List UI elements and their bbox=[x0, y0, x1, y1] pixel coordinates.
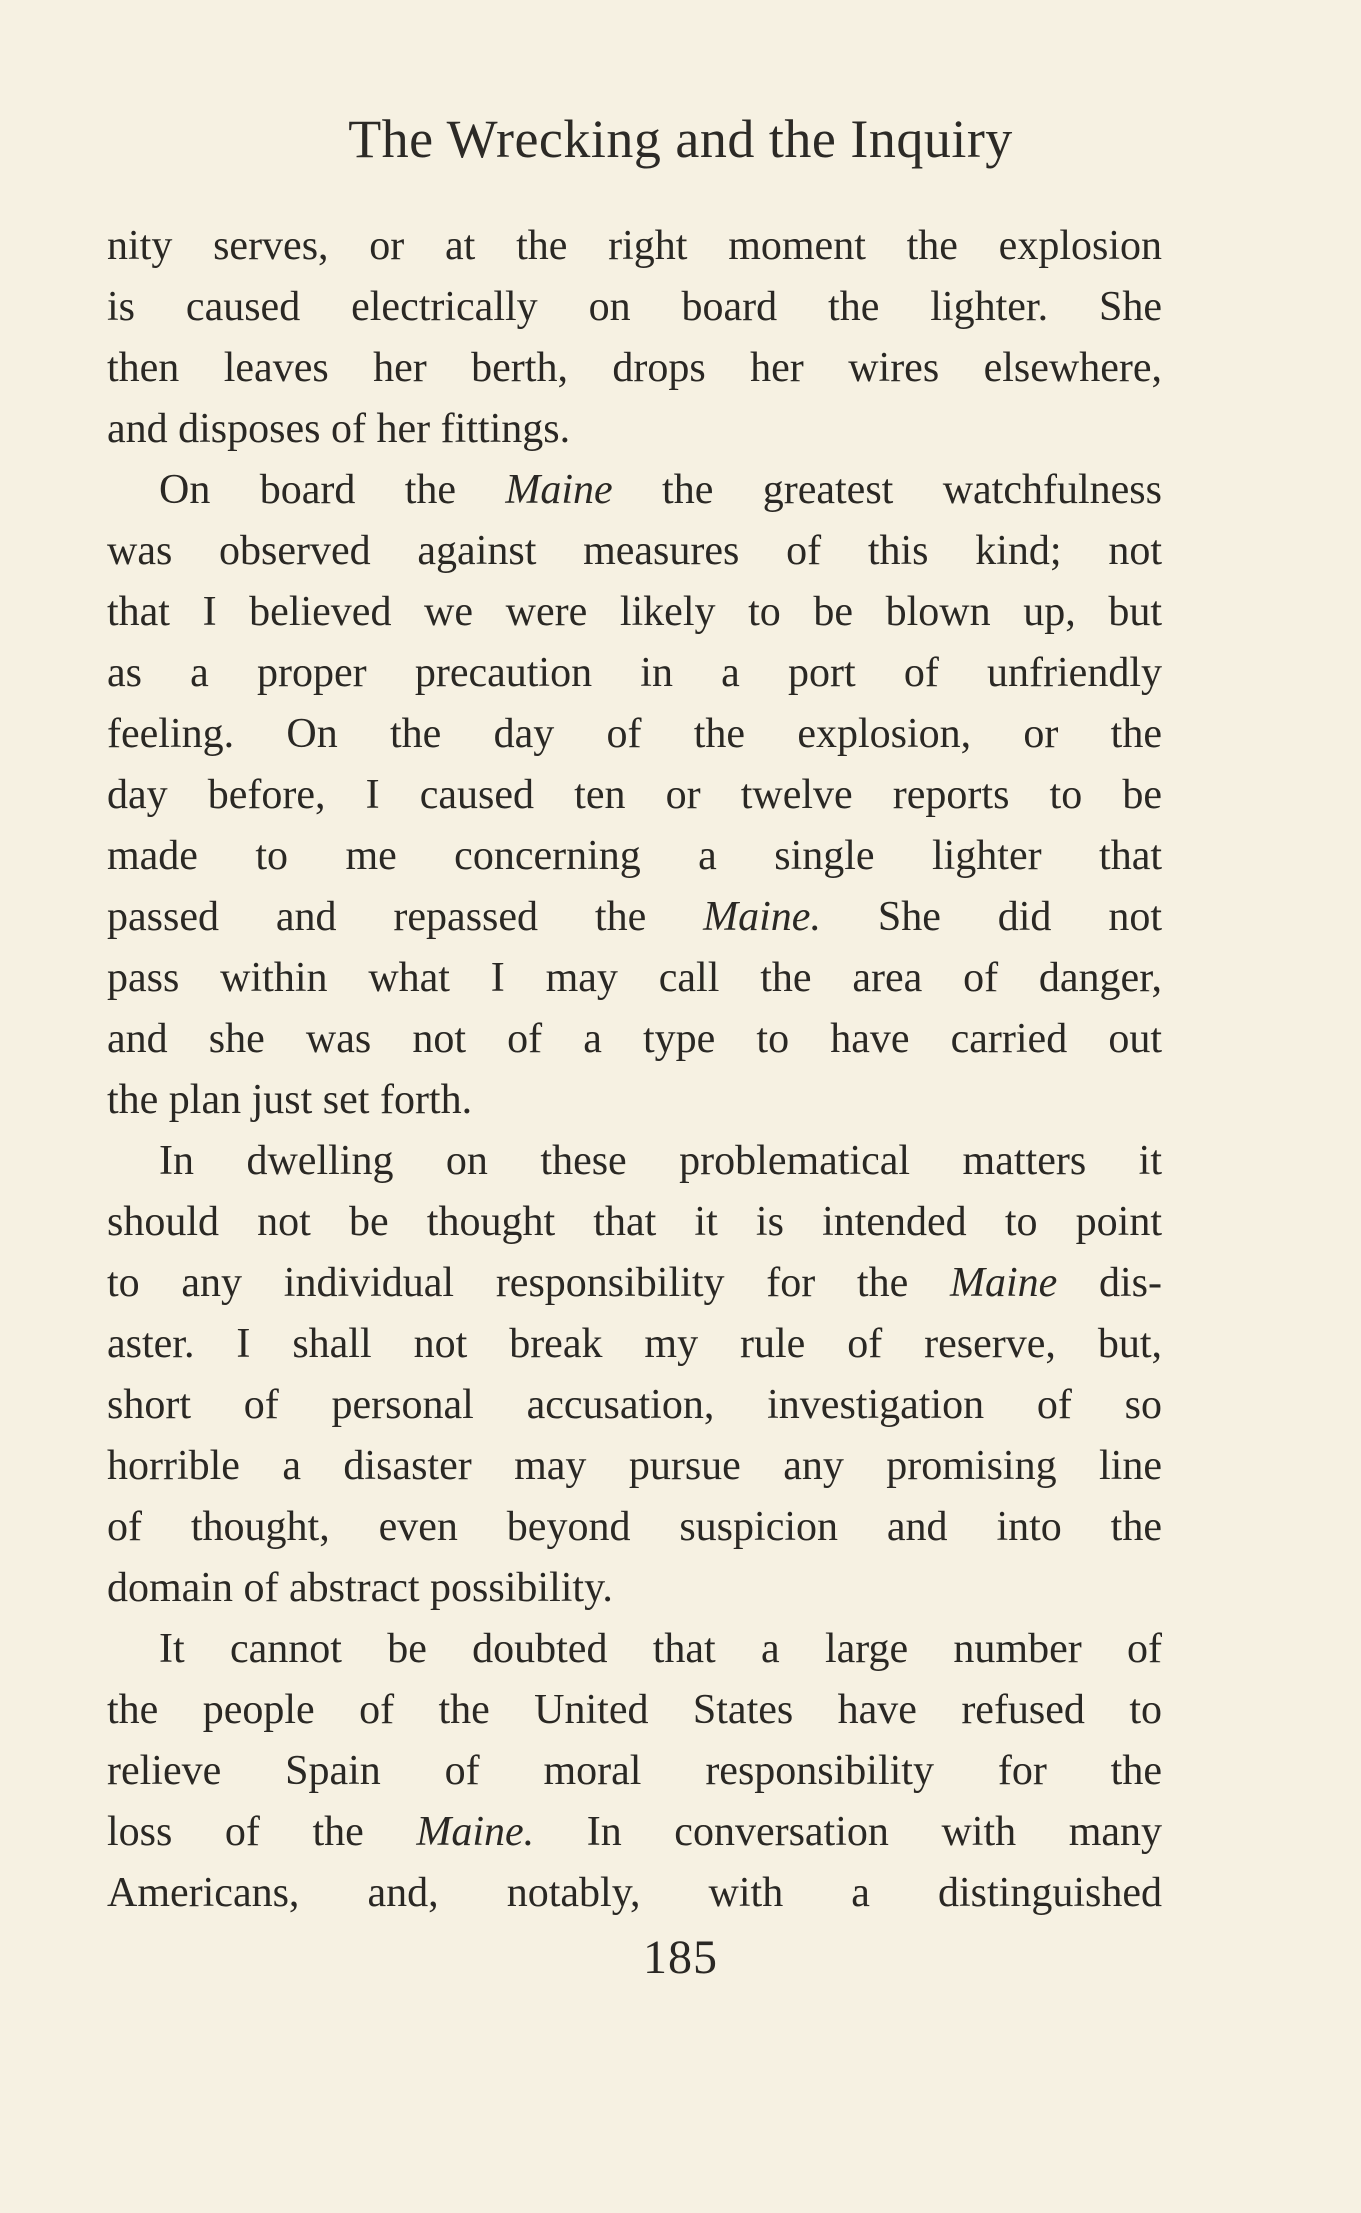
text-line-1: nity serves, or at the right moment the explosion bbox=[107, 223, 1162, 269]
text-line-27: loss of the Maine. In conversation with many bbox=[107, 1809, 1163, 1855]
ship-name-italic: Maine bbox=[505, 467, 613, 513]
ship-name-italic: Maine bbox=[949, 1260, 1058, 1306]
text-line-24: It cannot be doubted that a large number of bbox=[159, 1626, 1162, 1672]
text-line-4: and disposes of her fittings. bbox=[107, 406, 571, 452]
text-line-11: made to me concerning a single lighter that bbox=[107, 833, 1162, 879]
text-line-16: In dwelling on these problematical matters it bbox=[159, 1138, 1162, 1184]
text-line-6: was observed against measures of this kind; not bbox=[107, 528, 1162, 574]
text-line-14: and she was not of a type to have carried out bbox=[107, 1016, 1162, 1062]
text-line-17: should not be thought that it is intended to point bbox=[107, 1199, 1162, 1245]
text-line-20: short of personal accusation, investigation of so bbox=[107, 1382, 1162, 1428]
text-line-2: is caused electrically on board the lighter. She bbox=[107, 284, 1162, 330]
body-text bbox=[107, 216, 1162, 1924]
text-line-18: to any individual responsibility for the Maine dis- bbox=[107, 1260, 1162, 1306]
text-line-15: the plan just set forth. bbox=[107, 1077, 473, 1123]
text-line-22: of thought, even beyond suspicion and into the bbox=[107, 1504, 1162, 1550]
text-line-12: passed and repassed the Maine. She did not bbox=[107, 894, 1163, 940]
text-line-28: Americans, and, notably, with a distinguished bbox=[107, 1870, 1162, 1916]
text-line-7: that I believed we were likely to be blown up, but bbox=[107, 589, 1162, 635]
text-line-3: then leaves her berth, drops her wires elsewhere, bbox=[107, 345, 1162, 391]
page-number: 185 bbox=[643, 1931, 718, 1984]
ship-name-italic: Maine. bbox=[416, 1809, 535, 1855]
text-line-26: relieve Spain of moral responsibility for the bbox=[107, 1748, 1162, 1794]
text-line-5: On board the Maine the greatest watchfulness bbox=[159, 467, 1162, 513]
text-line-13: pass within what I may call the area of danger, bbox=[107, 955, 1162, 1001]
text-line-19: aster. I shall not break my rule of reserve, but, bbox=[107, 1321, 1162, 1367]
text-line-21: horrible a disaster may pursue any promising line bbox=[107, 1443, 1162, 1489]
text-line-8: as a proper precaution in a port of unfriendly bbox=[107, 650, 1162, 696]
text-line-10: day before, I caused ten or twelve reports to be bbox=[107, 772, 1162, 818]
text-line-25: the people of the United States have refused to bbox=[107, 1687, 1162, 1733]
text-line-23: domain of abstract possibility. bbox=[107, 1565, 613, 1611]
running-head: The Wrecking and the Inquiry bbox=[348, 109, 1013, 169]
text-line-9: feeling. On the day of the explosion, or the bbox=[107, 711, 1162, 757]
ship-name-italic: Maine. bbox=[703, 894, 821, 940]
